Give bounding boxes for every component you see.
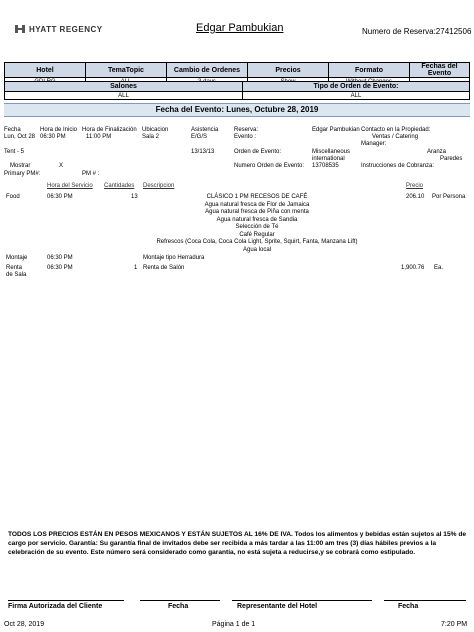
filter-header: Salones: [5, 82, 243, 92]
info-contact-name: Aranza: [427, 149, 447, 155]
items-header-price: Precio: [406, 183, 424, 189]
menu-item: CLÁSICO 1 PM RECESOS DE CAFÉ: [206, 194, 308, 200]
renta-label: Renta: [6, 265, 23, 271]
info-date: Lun, Oct 28: [4, 134, 36, 140]
filter-header: TemaTopic: [86, 63, 167, 78]
info-contact-value: Ventas / Catering: [372, 134, 419, 140]
info-end: 11:00 PM: [86, 134, 112, 140]
filter-header: Precios: [248, 63, 329, 78]
info-mostrar-label: Mostrar: [10, 163, 31, 169]
items-header-qty: Cantidades: [104, 183, 135, 189]
info-label-start: Hora de Inicio: [40, 127, 78, 133]
filter-header: Hotel: [5, 63, 86, 78]
food-time: 06:30 PM: [47, 194, 73, 200]
info-orden-value: Miscellaneous: [312, 149, 351, 155]
filter-header: Tipo de Orden de Evento:: [243, 82, 470, 92]
signature-date-2: Fecha: [398, 603, 419, 610]
menu-item: Café Regular: [239, 231, 275, 238]
filter-table-2: [4, 81, 470, 100]
info-label-fecha: Fecha: [4, 127, 21, 133]
hotel-logo: [14, 24, 103, 34]
info-location: Sala 2: [142, 134, 160, 140]
info-contact-name-2: Paredes: [440, 156, 463, 162]
renta-price: 1,900.76: [401, 265, 425, 271]
food-qty: 13: [131, 194, 138, 200]
renta-desc: Renta de Salón: [143, 265, 185, 271]
info-label-reserva: Reserva:: [234, 127, 259, 133]
signature-client: Firma Autorizada del Cliente: [8, 603, 103, 610]
info-label-attendance: Asistencia: [191, 127, 219, 133]
menu-item: Agua local: [242, 246, 272, 253]
filter-header: Formato: [329, 63, 410, 78]
signature-hotel-rep: Representante del Hotel: [237, 603, 318, 610]
info-label-end: Hora de Finalización: [82, 127, 137, 133]
info-orden-value-2: international: [312, 156, 345, 162]
menu-item: Agua natural fresca de Sandia: [216, 216, 298, 223]
logo-text: HYATT REGENCY: [29, 24, 103, 34]
info-pm: PM # :: [82, 171, 100, 177]
signature-line: [140, 600, 220, 601]
food-menu: [152, 194, 362, 254]
food-label: Food: [6, 194, 20, 200]
info-instrucciones-label: Instrucciones de Cobranza:: [361, 163, 435, 169]
menu-item: Refrescos (Coca Cola, Coca Cola Light, Sprite, Squirt, Fanta, Manzana Lift): [156, 239, 358, 245]
renta-time: 06:30 PM: [47, 265, 73, 271]
footer-page: Página 1 de 1: [212, 621, 256, 628]
info-primary-pm: Primary PM#:: [4, 171, 41, 177]
info-label-contact: Contacto en la Propiedad:: [361, 127, 431, 133]
items-header-time: Hora del Servicio: [47, 183, 93, 189]
menu-item: Agua natural fresca de Flor de Jamaica: [204, 201, 310, 208]
page-title: Edgar Pambukian: [196, 22, 284, 34]
renta-label-2: de Sala: [6, 272, 27, 278]
signature-line: [232, 600, 372, 601]
montaje-desc: Montaje tipo Herradura: [143, 255, 205, 261]
info-numero-orden-label: Numero Orden de Evento:: [234, 163, 305, 169]
renta-unit: Ea.: [434, 265, 444, 271]
footer-date: Oct 28, 2019: [4, 621, 45, 628]
signature-date-1: Fecha: [168, 603, 189, 610]
montaje-label: Montaje: [6, 255, 28, 261]
footer-time: 7:20 PM: [441, 621, 468, 628]
info-evento-label: Evento :: [234, 134, 257, 140]
food-unit: Por Persona: [432, 194, 466, 200]
reservation-number: Numero de Reserva:27412506: [362, 27, 472, 36]
info-label-location: Ubicacion: [142, 127, 169, 133]
food-price: 206.10: [406, 194, 425, 200]
filter-header: Cambio de Ordenes: [167, 63, 248, 78]
info-att-numbers: 13/13/13: [191, 149, 215, 155]
info-reserva-value: Edgar Pambukian: [312, 127, 360, 133]
renta-qty: 1: [134, 265, 138, 271]
info-orden-label: Orden de Evento:: [234, 149, 282, 155]
filter-value: ALL: [243, 92, 470, 100]
event-date-band: Fecha del Evento: Lunes, Octubre 28, 2019: [4, 103, 470, 117]
menu-item: Agua natural fresca de Piña con menta: [205, 209, 309, 215]
menu-item: Selección de Té: [235, 224, 279, 230]
info-numero-orden-value: 13708535: [312, 163, 339, 169]
info-mostrar-value: X: [59, 163, 64, 169]
info-attendance: E/G/S: [191, 134, 208, 140]
info-manager-label: Manager:: [361, 141, 387, 147]
signature-line: [384, 600, 466, 601]
items-header-desc: Descripcion: [143, 183, 175, 189]
info-start: 06:30 PM: [40, 134, 66, 140]
filter-header: Fechas del Evento: [410, 63, 470, 78]
filter-value: ALL: [5, 92, 243, 100]
hyatt-logo-icon: [14, 24, 26, 34]
info-tent: Tent - 5: [4, 149, 25, 155]
montaje-time: 06:30 PM: [47, 255, 73, 261]
signature-line: [8, 600, 124, 601]
terms-note: TODOS LOS PRECIOS ESTÁN EN PESOS MEXICANOS Y ESTÁN SUJETOS AL 16% DE IVA. Todos los alimentos y bebidas están sujetos al 15% de cargo por servicio. Garantía: Su garantía final de invitados debe ser recibida a más tardar a las 11:00 am tres (3) días hábiles previos a la celebración de su evento. Este número será considerado como garantía, no está sujeta a reducirse,y se cobrará como estipulado.: [8, 531, 467, 556]
